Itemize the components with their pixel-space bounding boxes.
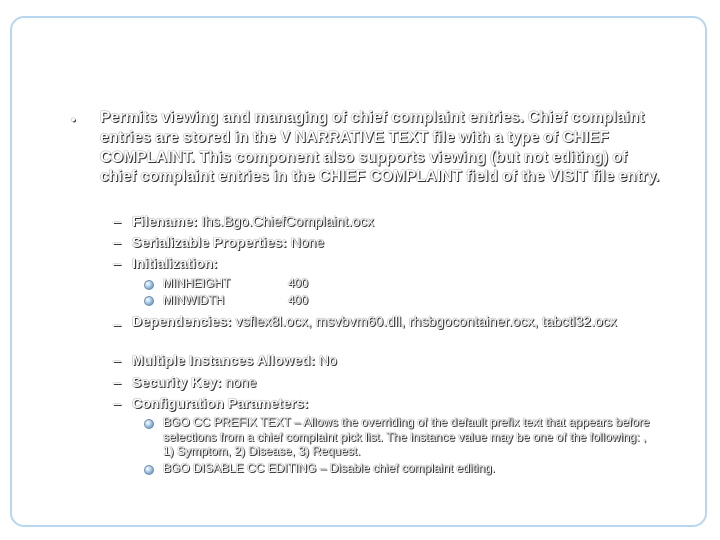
filename-item (132, 211, 374, 231)
dash-marker: – (113, 395, 121, 411)
config-param-text: BGO CC PREFIX TEXT – Allows the overriding of the default prefix text that appears before selections from a chief complaint pick list. The instance value may be one of the following: , 1) Symptom, 2) Disease, 3) Request. (163, 415, 650, 458)
init-param-value: 400 (288, 293, 309, 307)
serializable-label: Serializable Properties: (132, 234, 287, 250)
multiple-instances-item (132, 350, 337, 370)
sub-bullet-icon (144, 419, 154, 429)
dash-marker: – (113, 374, 121, 390)
dependencies-label: Dependencies: (132, 313, 232, 329)
sub-bullet-icon (144, 280, 154, 290)
security-key-value: none (221, 374, 257, 390)
init-param-value: 400 (288, 276, 309, 290)
config-params-label: Configuration Parameters: (132, 395, 309, 411)
sub-bullet-icon (144, 465, 154, 475)
dependencies-value: vsflex8l.ocx, msvbvm60.dll, rhsbgocontainer.ocx, tabctl32.ocx (231, 313, 617, 329)
dash-marker: – (113, 234, 121, 250)
filename-value: Ihs.Bgo.ChiefComplaint.ocx (197, 213, 374, 229)
dash-marker: – (113, 352, 121, 368)
security-key-label: Security Key: (132, 374, 222, 390)
config-params-item (132, 393, 309, 413)
bullet-dot: • (71, 112, 76, 127)
init-param-name: MINHEIGHT (163, 276, 231, 290)
main-bullet-text: Permits viewing and managing of chief complaint entries. Chief complaint entries are stored in the V NARRATIVE TEXT file with a type of CHIEF COMPLAINT. This component also supports viewing (but not editing) of chief complaint entries in the CHIEF COMPLAINT field of the VISIT file entry. (100, 109, 660, 186)
serializable-value: None (286, 234, 325, 250)
security-key-item (132, 372, 257, 392)
multiple-instances-label: Multiple Instances Allowed: (132, 352, 316, 368)
dependencies-item (132, 313, 622, 330)
sub-bullet-icon (144, 296, 154, 306)
filename-label: Filename: (132, 213, 198, 229)
config-param-text: BGO DISABLE CC EDITING – Disable chief complaint editing. (163, 461, 496, 475)
init-param-name: MINWIDTH (163, 293, 225, 307)
initialization-item (132, 253, 218, 273)
serializable-item (132, 232, 324, 252)
dash-marker: – (113, 255, 121, 271)
dash-marker: – (113, 213, 121, 229)
initialization-label: Initialization: (132, 255, 218, 271)
dash-marker: – (113, 316, 121, 332)
multiple-instances-value: No (315, 352, 337, 368)
